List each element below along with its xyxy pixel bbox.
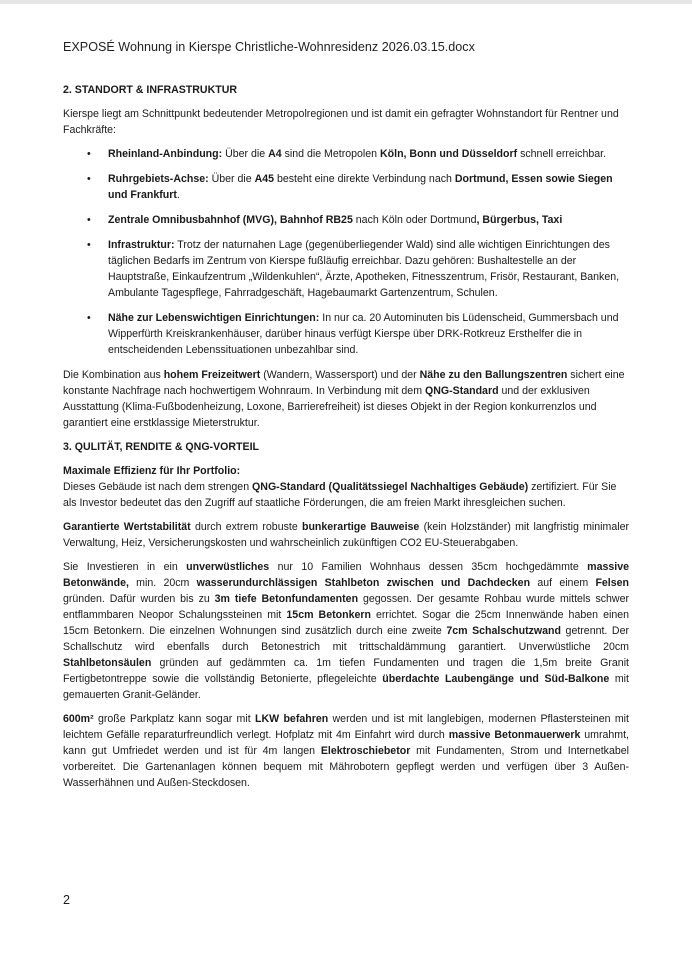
page-number: 2: [63, 893, 71, 907]
bold-text: unverwüstliches: [186, 561, 270, 573]
text-run: schnell erreichbar.: [517, 148, 607, 160]
text-run: Sie Investieren in ein: [63, 561, 187, 573]
bold-text: Stahlbetonsäulen: [63, 657, 152, 669]
bullet-text: [108, 312, 618, 356]
bold-text: Nähe zur Lebenswichtigen Einrichtungen:: [108, 312, 320, 324]
paragraph-wertstabilitaet: [63, 519, 629, 551]
text-run: besteht eine direkte Verbindung nach: [274, 173, 455, 185]
bold-text: 3m tiefe Betonfundamenten: [214, 593, 359, 605]
text-run: sichert eine konstante Nachfrage nach hochwertigem Wohnraum. In Verbindung mit dem: [63, 369, 625, 397]
text-run: In nur ca. 20 Autominuten bis Lüdenscheid, Gummersbach und Wipperfürth Kreiskrankenhäuser, darüber hinaus verfügt Kierspe über DRK-Rotkreuz Ersthelfer die in entscheidenden Lebenssituationen unbezahlbar sind.: [108, 312, 619, 356]
text-run: Dieses Gebäude ist nach dem strengen: [63, 481, 253, 493]
bullet-item: [63, 146, 629, 162]
page-top-border: [0, 0, 692, 4]
subheading-effizienz: Maximale Effizienz für Ihr Portfolio:: [63, 465, 241, 477]
bold-text: A45: [254, 173, 275, 185]
bold-text: 7cm Schalschutzwand: [446, 625, 561, 637]
text-run: zertifiziert. Für Sie als Investor bedeutet das den Zugriff auf staatliche Förderungen, die am freien Markt ihresgleichen suchen.: [63, 481, 617, 509]
bullet-icon: •: [87, 312, 91, 324]
bold-text: Ruhrgebiets-Achse:: [108, 173, 209, 185]
bullet-icon: •: [87, 173, 91, 185]
text-run: auf einem: [530, 577, 596, 589]
section-heading-qualitaet: 3. QULITÄT, RENDITE & QNG-VORTEIL: [63, 441, 259, 453]
text-run: mit gemauerten Granit-Geländer.: [63, 673, 629, 701]
text-run: gegossen. Der gesamte Rohbau wurde mittels schwer entflammbaren Neopor Schalungssteinen mit: [63, 593, 630, 621]
text-run: (kein Holzständer) mit langfristig minimaler Verwaltung, Heiz, Versicherungskosten und wahrscheinlich zukünftigen CO2 EU-Steuerabgaben.: [63, 521, 630, 549]
text-run: gründen auf gedämmten ca. 1m tiefen Fundamenten und tragen die 1,5m breite Granit Fertigbetontreppe sowie die vollständig Betonierte, pflegeleichte: [63, 657, 629, 685]
paragraph-closing: [63, 367, 629, 431]
bold-text: Felsen: [595, 577, 629, 589]
text-run: nach Köln oder Dortmund: [352, 214, 477, 226]
bold-text: Rheinland-Anbindung:: [108, 148, 223, 160]
bold-text: LKW befahren: [255, 713, 329, 725]
bullet-text: [108, 239, 619, 299]
bold-text: wasserundurchlässigen Stahlbeton zwischen und Dachdecken: [196, 577, 531, 589]
bold-text: Garantierte Wertstabilität: [63, 521, 191, 533]
bullet-list-location: [63, 146, 629, 358]
bold-text: Nähe zu den Ballungszentren: [419, 369, 568, 381]
text-run: umrahmt, kann gut Umfriedet werden und ist für 4m langen: [63, 729, 629, 757]
text-run: sind die Metropolen: [281, 148, 380, 160]
text-run: werden und ist mit langlebigen, modernen Pflastersteinen mit leichtem Gefälle reparaturfreundlich verlegt. Hofplatz mit 4m Einfahrt wird durch: [63, 713, 629, 741]
bullet-item: [63, 237, 629, 301]
text-run: Über die: [208, 173, 255, 185]
bullet-icon: •: [87, 148, 91, 160]
text-run: Kierspe liegt am Schnittpunkt bedeutender Metropolregionen und ist damit ein gefragter Wohnstandort für Rentner und Fachkräfte:: [63, 108, 619, 136]
bold-text: massive Betonwände,: [63, 561, 629, 589]
text-run: durch extrem robuste: [190, 521, 302, 533]
text-run: mit Fundamenten, Strom und Internetkabel vorbereitet. Die Gartenanlagen können bequem mit Mährobotern gepflegt werden und verfügen über 3 Außen-Wasserhähnen und Außen-Steckdosen.: [63, 745, 629, 789]
text-run: errichtet. Sogar die 25cm Innenwände haben einen 15cm Betonkern. Die einzelnen Wohnungen sind zusätzlich durch eine zweite: [63, 609, 629, 637]
text-run: nur 10 Familien Wohnhaus dessen 35cm hochgedämmte: [269, 561, 588, 573]
text-run: min. 20cm: [128, 577, 197, 589]
bullet-item: [63, 212, 629, 228]
bold-text: Köln, Bonn und Düsseldorf: [380, 148, 518, 160]
section-heading-standort: 2. STANDORT & INFRASTRUKTUR: [63, 84, 238, 96]
bold-text: QNG-Standard (Qualitätssiegel Nachhaltiges Gebäude): [252, 481, 529, 493]
paragraph-qng: [63, 479, 629, 511]
text-run: Über die: [222, 148, 269, 160]
bold-text: Dortmund, Essen sowie Siegen und Frankfurt: [108, 173, 613, 201]
text-run: Trotz der naturnahen Lage (gegenüberliegender Wald) sind alle wichtigen Einrichtungen des täglichen Bedarfs im Zentrum von Kierspe fußläufig erreichbar. Dazu gehören: Bushaltestelle an der Hauptstraße, Einkaufzentrum „Wildenkuhlen“, Ärzte, Apotheken, Fitnesszentrum, Frisör, Restaurant, Banken, Ambulante Tagespflege, Fahrradgeschäft, Hagebaumarkt Gartenzentrum, Schulen.: [108, 239, 620, 299]
paragraph-intro: [63, 106, 629, 138]
bold-text: 600m²: [63, 713, 94, 725]
bold-text: , Bürgerbus, Taxi: [476, 214, 563, 226]
bullet-icon: •: [87, 214, 91, 226]
bold-text: massive Betonmauerwerk: [448, 729, 581, 741]
bold-text: überdachte Laubengänge und Süd-Balkone: [382, 673, 610, 685]
text-run: getrennt. Der Schallschutz wird ebenfalls durch Betonestrich mit trittschaldämmung garantiert. Unverwüstliche 20cm: [63, 625, 629, 653]
text-run: (Wandern, Wassersport) und der: [260, 369, 420, 381]
bullet-icon: •: [87, 239, 91, 251]
bold-text: hohem Freizeitwert: [163, 369, 261, 381]
paragraph-bauweise: [63, 559, 629, 703]
text-run: Die Kombination aus: [63, 369, 164, 381]
paragraph-parkplatz: [63, 711, 629, 791]
document-header: EXPOSÉ Wohnung in Kierspe Christliche-Wohnresidenz 2026.03.15.docx: [63, 40, 475, 54]
text-run: große Parkplatz kann sogar mit: [93, 713, 256, 725]
bullet-text: [108, 148, 606, 160]
text-run: .: [176, 189, 180, 201]
bold-text: QNG-Standard: [424, 385, 499, 397]
bullet-item: [63, 171, 629, 203]
bullet-text: [108, 214, 562, 226]
bold-text: Elektroschiebetor: [320, 745, 411, 757]
bold-text: Infrastruktur:: [108, 239, 175, 251]
bold-text: Zentrale Omnibusbahnhof (MVG), Bahnhof RB25: [108, 214, 353, 226]
bold-text: A4: [268, 148, 282, 160]
bullet-text: [108, 173, 613, 201]
bold-text: bunkerartige Bauweise: [301, 521, 420, 533]
text-run: gründen. Dafür wurden bis zu: [63, 593, 215, 605]
text-run: und der exklusiven Ausstattung (Klima-Fußbodenheizung, Loxone, Barrierefreiheit) ist dieses Objekt in der Region konkurrenzlos und garantiert eine erstklassige Mieterstruktur.: [63, 385, 597, 429]
bold-text: 15cm Betonkern: [286, 609, 371, 621]
bullet-item: [63, 310, 629, 358]
document-body: [63, 82, 629, 799]
